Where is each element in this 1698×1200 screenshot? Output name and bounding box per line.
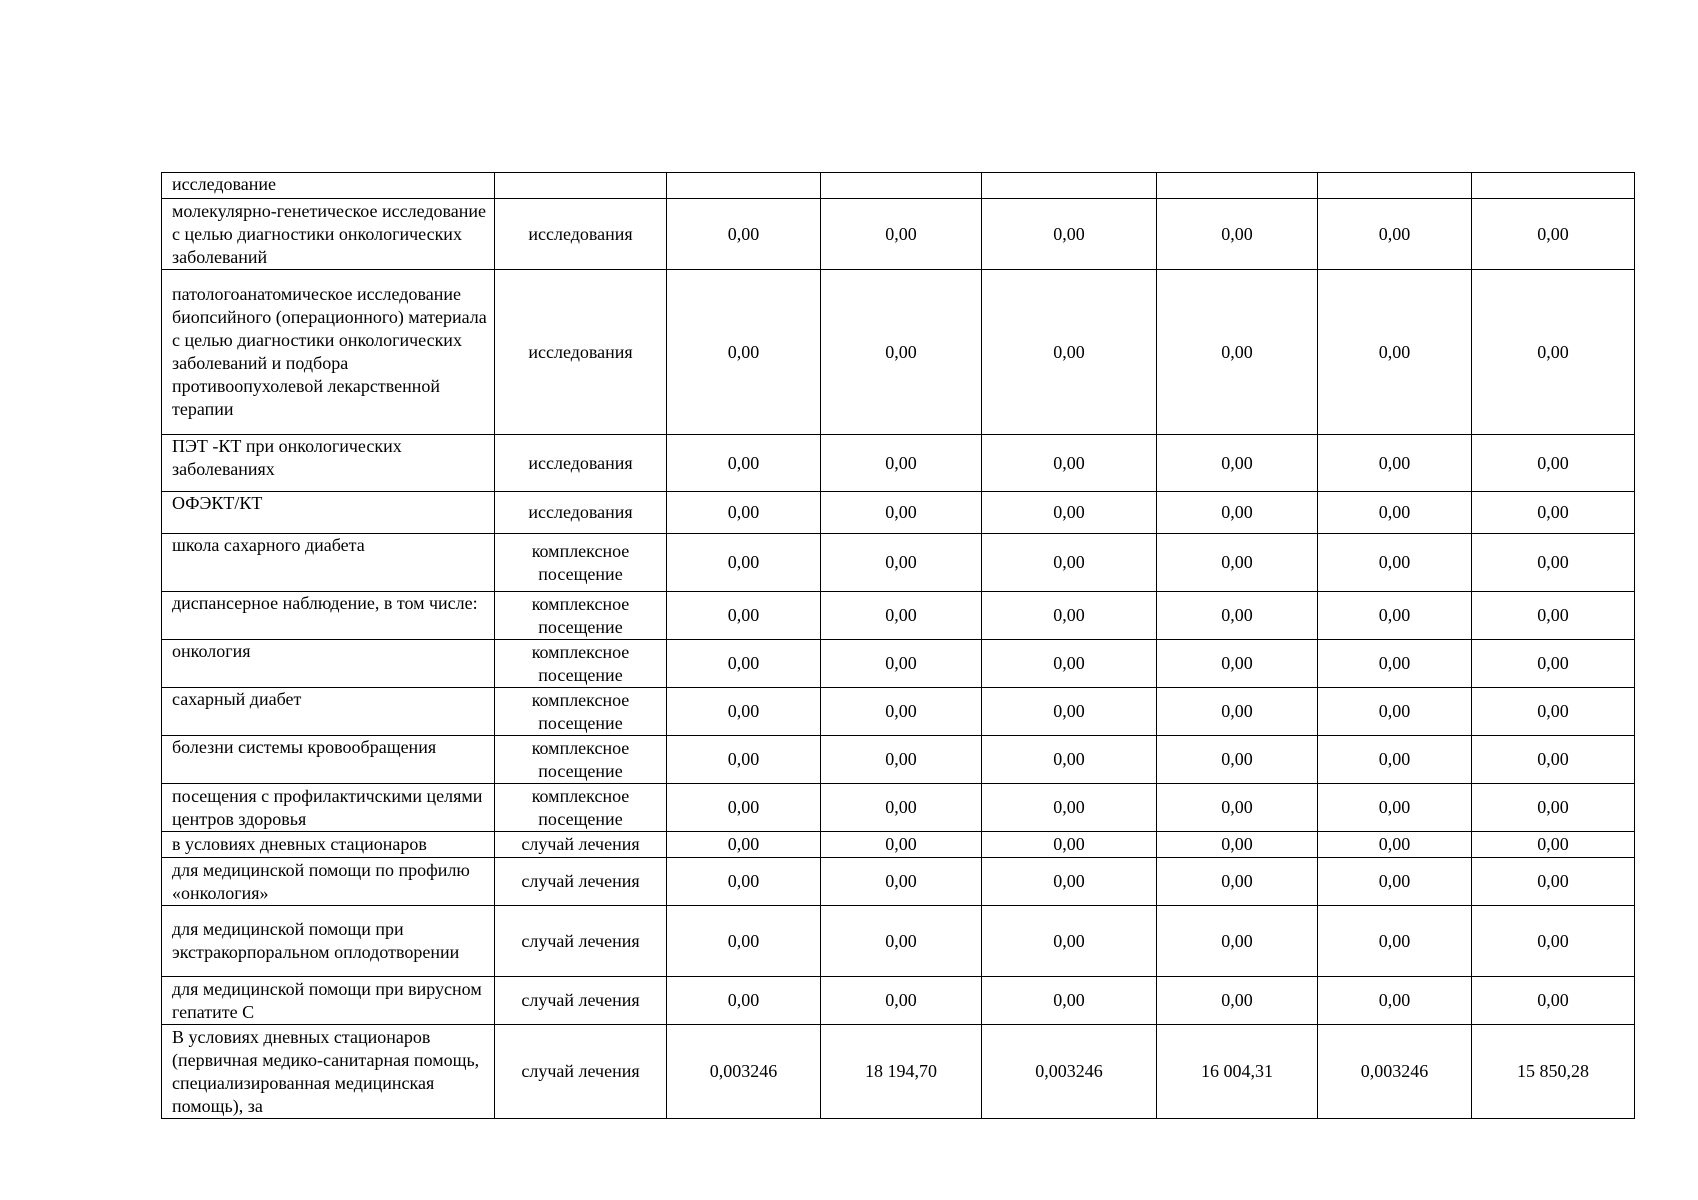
value-cell: 0,00 (821, 784, 982, 832)
table-row (162, 492, 1635, 534)
value-cell: 0,00 (821, 858, 982, 906)
row-name: в условиях дневных стационаров (162, 832, 495, 858)
table-row (162, 173, 1635, 199)
value-cell: 0,00 (1157, 832, 1318, 858)
table-row (162, 1025, 1635, 1119)
value-cell: 0,00 (821, 534, 982, 592)
value-cell: 0,00 (667, 435, 821, 492)
value-cell: 0,00 (1472, 270, 1635, 435)
value-cell: 18 194,70 (821, 1025, 982, 1119)
value-cell: 0,00 (821, 435, 982, 492)
value-cell: 0,00 (1318, 592, 1472, 640)
value-cell: 0,00 (1157, 492, 1318, 534)
row-name: ОФЭКТ/КТ (162, 492, 495, 534)
row-unit: комплексное посещение (495, 534, 667, 592)
value-cell: 0,00 (982, 977, 1157, 1025)
value-cell: 0,00 (1472, 832, 1635, 858)
value-cell: 0,00 (982, 688, 1157, 736)
value-cell: 0,00 (982, 858, 1157, 906)
row-unit: комплексное посещение (495, 592, 667, 640)
value-cell: 0,00 (982, 199, 1157, 270)
value-cell: 0,00 (667, 977, 821, 1025)
row-name: для медицинской помощи при экстракорпоральном оплодотворении (162, 906, 495, 977)
value-cell: 0,00 (1318, 640, 1472, 688)
value-cell: 0,00 (1157, 199, 1318, 270)
value-cell: 0,00 (1157, 736, 1318, 784)
value-cell (1318, 173, 1472, 199)
table-row (162, 832, 1635, 858)
value-cell: 0,00 (1472, 906, 1635, 977)
table-row (162, 199, 1635, 270)
row-name: болезни системы кровообращения (162, 736, 495, 784)
row-unit: случай лечения (495, 1025, 667, 1119)
value-cell (821, 173, 982, 199)
value-cell: 0,00 (1157, 592, 1318, 640)
value-cell: 0,00 (1318, 736, 1472, 784)
row-unit: комплексное посещение (495, 736, 667, 784)
row-unit: случай лечения (495, 858, 667, 906)
value-cell: 0,00 (667, 270, 821, 435)
value-cell (1157, 173, 1318, 199)
table-row (162, 270, 1635, 435)
value-cell: 0,00 (982, 592, 1157, 640)
value-cell: 0,00 (667, 534, 821, 592)
value-cell: 0,00 (1472, 199, 1635, 270)
value-cell: 0,00 (821, 640, 982, 688)
value-cell: 0,00 (667, 592, 821, 640)
value-cell: 0,00 (1157, 435, 1318, 492)
row-name: В условиях дневных стационаров (первичная медико-санитарная помощь, специализированная медицинская помощь), за (162, 1025, 495, 1119)
value-cell: 0,00 (1472, 534, 1635, 592)
row-unit (495, 173, 667, 199)
value-cell: 0,00 (1318, 199, 1472, 270)
value-cell: 0,00 (667, 199, 821, 270)
value-cell: 0,00 (667, 784, 821, 832)
value-cell: 16 004,31 (1157, 1025, 1318, 1119)
table-row (162, 640, 1635, 688)
row-unit: комплексное посещение (495, 784, 667, 832)
value-cell: 0,00 (667, 640, 821, 688)
value-cell: 0,00 (1318, 534, 1472, 592)
value-cell: 0,00 (1472, 592, 1635, 640)
value-cell: 0,00 (982, 832, 1157, 858)
value-cell: 0,00 (982, 784, 1157, 832)
row-unit: комплексное посещение (495, 688, 667, 736)
value-cell: 0,003246 (982, 1025, 1157, 1119)
value-cell: 0,00 (982, 906, 1157, 977)
value-cell: 0,00 (1318, 435, 1472, 492)
row-unit: исследования (495, 270, 667, 435)
value-cell: 0,00 (821, 199, 982, 270)
value-cell: 0,00 (982, 534, 1157, 592)
table-row (162, 784, 1635, 832)
value-cell: 0,00 (1472, 688, 1635, 736)
table-row (162, 906, 1635, 977)
table-row (162, 736, 1635, 784)
row-name: посещения с профилактичскими целями центров здоровья (162, 784, 495, 832)
value-cell: 0,00 (821, 492, 982, 534)
row-unit: случай лечения (495, 832, 667, 858)
row-name: ПЭТ -КТ при онкологических заболеваниях (162, 435, 495, 492)
value-cell: 0,00 (1157, 977, 1318, 1025)
value-cell: 0,00 (821, 906, 982, 977)
value-cell: 0,00 (1472, 492, 1635, 534)
row-unit: случай лечения (495, 906, 667, 977)
value-cell (1472, 173, 1635, 199)
data-table (161, 172, 1635, 1119)
value-cell (982, 173, 1157, 199)
value-cell: 0,00 (982, 736, 1157, 784)
table-row (162, 592, 1635, 640)
value-cell: 0,00 (1157, 784, 1318, 832)
value-cell: 0,00 (667, 906, 821, 977)
value-cell: 0,00 (821, 977, 982, 1025)
value-cell: 0,00 (1318, 688, 1472, 736)
row-name: школа сахарного диабета (162, 534, 495, 592)
value-cell: 0,00 (667, 492, 821, 534)
value-cell: 0,00 (821, 270, 982, 435)
value-cell: 0,00 (667, 688, 821, 736)
value-cell: 0,003246 (667, 1025, 821, 1119)
row-name: сахарный диабет (162, 688, 495, 736)
value-cell: 0,00 (1157, 640, 1318, 688)
value-cell: 0,00 (821, 688, 982, 736)
row-unit: случай лечения (495, 977, 667, 1025)
value-cell: 0,00 (1157, 858, 1318, 906)
value-cell: 0,00 (1318, 906, 1472, 977)
value-cell: 0,00 (1318, 832, 1472, 858)
value-cell: 0,00 (1318, 270, 1472, 435)
value-cell: 0,00 (1318, 784, 1472, 832)
row-unit: комплексное посещение (495, 640, 667, 688)
value-cell: 0,00 (1472, 435, 1635, 492)
value-cell: 0,00 (1472, 858, 1635, 906)
value-cell: 0,00 (1157, 688, 1318, 736)
value-cell: 0,00 (1157, 906, 1318, 977)
value-cell: 15 850,28 (1472, 1025, 1635, 1119)
table-row (162, 688, 1635, 736)
row-name: для медицинской помощи по профилю «онкология» (162, 858, 495, 906)
value-cell: 0,00 (1157, 270, 1318, 435)
row-unit: исследования (495, 435, 667, 492)
value-cell: 0,00 (1318, 492, 1472, 534)
value-cell: 0,00 (1472, 784, 1635, 832)
value-cell: 0,00 (667, 832, 821, 858)
table-row (162, 977, 1635, 1025)
value-cell: 0,00 (1472, 977, 1635, 1025)
value-cell: 0,00 (982, 435, 1157, 492)
value-cell: 0,00 (1472, 640, 1635, 688)
row-unit: исследования (495, 199, 667, 270)
value-cell: 0,00 (1157, 534, 1318, 592)
row-name: исследование (162, 173, 495, 199)
table-row (162, 858, 1635, 906)
row-name: молекулярно-генетическое исследование с целью диагностики онкологических заболеваний (162, 199, 495, 270)
row-name: диспансерное наблюдение, в том числе: (162, 592, 495, 640)
value-cell: 0,00 (821, 592, 982, 640)
value-cell: 0,00 (821, 736, 982, 784)
value-cell: 0,00 (1318, 977, 1472, 1025)
table-row (162, 534, 1635, 592)
value-cell: 0,00 (821, 832, 982, 858)
row-unit: исследования (495, 492, 667, 534)
value-cell: 0,00 (982, 640, 1157, 688)
value-cell: 0,003246 (1318, 1025, 1472, 1119)
value-cell (667, 173, 821, 199)
table-row (162, 435, 1635, 492)
value-cell: 0,00 (982, 492, 1157, 534)
value-cell: 0,00 (1472, 736, 1635, 784)
row-name: для медицинской помощи при вирусном гепатите С (162, 977, 495, 1025)
value-cell: 0,00 (667, 736, 821, 784)
value-cell: 0,00 (667, 858, 821, 906)
row-name: патологоанатомическое исследование биопсийного (операционного) материала с целью диагностики онкологических заболеваний и подбора противоопухолевой лекарственной терапии (162, 270, 495, 435)
row-name: онкология (162, 640, 495, 688)
value-cell: 0,00 (1318, 858, 1472, 906)
value-cell: 0,00 (982, 270, 1157, 435)
